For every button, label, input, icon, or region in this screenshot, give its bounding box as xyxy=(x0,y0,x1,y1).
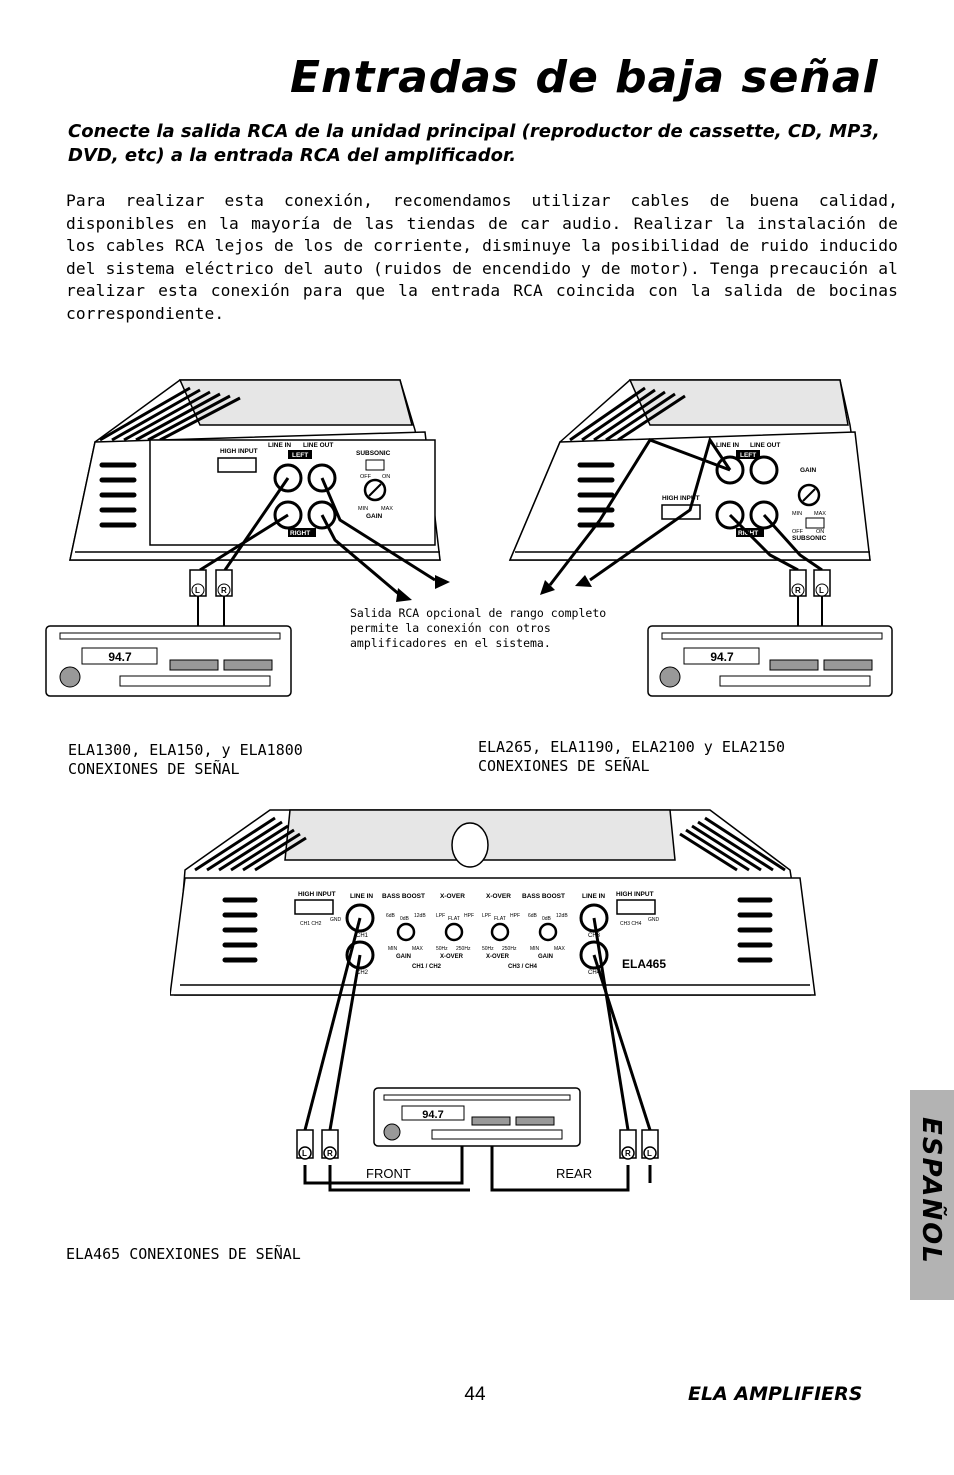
svg-text:R: R xyxy=(795,586,801,595)
front-label: FRONT xyxy=(366,1166,411,1181)
svg-text:MIN: MIN xyxy=(792,511,803,517)
svg-text:ON: ON xyxy=(816,529,825,535)
diagram-right xyxy=(500,370,900,710)
footer-brand: ELA AMPLIFIERS xyxy=(688,1383,863,1405)
svg-text:MAX: MAX xyxy=(814,511,826,517)
svg-text:6dB: 6dB xyxy=(386,913,395,919)
svg-text:50Hz: 50Hz xyxy=(482,946,494,952)
caption-right-2: CONEXIONES DE SEÑAL xyxy=(478,757,650,775)
svg-text:L: L xyxy=(302,1149,307,1158)
svg-text:HPF: HPF xyxy=(510,913,520,919)
svg-text:12dB: 12dB xyxy=(556,913,568,919)
model-label: ELA465 xyxy=(622,957,667,971)
svg-text:ON: ON xyxy=(382,474,391,480)
svg-text:R: R xyxy=(327,1149,333,1158)
radio-display: 94.7 xyxy=(422,1109,444,1121)
svg-text:GND: GND xyxy=(648,917,660,923)
svg-text:LINE IN: LINE IN xyxy=(716,442,740,449)
body-text: Para realizar esta conexión, recomendamos utilizar cables de buena calidad, disponibles en la mayoría de las tiendas de car audio. Realizar la instalación de los cables RCA lejos de los de corriente, disminuye la posibilidad de ruido inducido del sistema eléctrico del auto (ruidos de encendido y de motor). Tenga precaución al realizar esta conexión para que la entrada RCA coincida con la salida de bocinas correspondiente. xyxy=(66,191,898,323)
svg-text:HIGH INPUT: HIGH INPUT xyxy=(662,495,700,502)
svg-text:GAIN: GAIN xyxy=(800,467,817,474)
caption-right-1: ELA265, ELA1190, ELA2100 y ELA2150 xyxy=(478,738,786,756)
svg-text:CH1 / CH2: CH1 / CH2 xyxy=(412,964,442,970)
svg-text:MIN: MIN xyxy=(388,946,398,952)
svg-text:L: L xyxy=(819,586,824,595)
language-tab xyxy=(910,1090,954,1300)
svg-text:6dB: 6dB xyxy=(528,913,537,919)
label-gain: GAIN xyxy=(366,513,383,520)
svg-text:250Hz: 250Hz xyxy=(456,946,471,952)
caption-left-1: ELA1300, ELA150, y ELA1800 xyxy=(68,741,303,759)
label-left: LEFT xyxy=(292,452,309,459)
language-tab-label: ESPAÑOL xyxy=(916,1117,946,1265)
svg-text:OFF: OFF xyxy=(792,529,803,535)
svg-text:HIGH INPUT: HIGH INPUT xyxy=(298,891,336,898)
svg-text:LEFT: LEFT xyxy=(740,452,757,459)
svg-text:GAIN: GAIN xyxy=(538,954,553,960)
svg-text:LINE IN: LINE IN xyxy=(350,893,374,900)
svg-text:CH3 CH4: CH3 CH4 xyxy=(620,921,642,927)
radio-display: 94.7 xyxy=(108,650,132,664)
svg-text:RIGHT: RIGHT xyxy=(738,530,759,537)
svg-text:SUBSONIC: SUBSONIC xyxy=(792,535,827,542)
svg-text:CH1 CH2: CH1 CH2 xyxy=(300,921,322,927)
caption-bottom: ELA465 CONEXIONES DE SEÑAL xyxy=(66,1245,301,1263)
svg-text:CH3: CH3 xyxy=(588,933,601,939)
svg-text:BASS BOOST: BASS BOOST xyxy=(522,893,565,900)
label-right: RIGHT xyxy=(290,530,311,537)
intro-text: Conecte la salida RCA de la unidad principal (reproductor de cassette, CD, MP3, DVD, etc) a la entrada RCA del amplificador. xyxy=(68,121,880,166)
label-line-out: LINE OUT xyxy=(303,442,334,449)
svg-text:FLAT: FLAT xyxy=(448,916,460,922)
svg-text:LINE OUT: LINE OUT xyxy=(750,442,781,449)
svg-text:MIN: MIN xyxy=(358,506,369,512)
svg-text:0dB: 0dB xyxy=(400,916,409,922)
svg-text:MAX: MAX xyxy=(381,506,393,512)
svg-text:CH4: CH4 xyxy=(588,970,601,976)
label-subsonic: SUBSONIC xyxy=(356,450,391,457)
svg-text:X-OVER: X-OVER xyxy=(486,954,510,960)
svg-text:X-OVER: X-OVER xyxy=(440,954,464,960)
svg-text:L: L xyxy=(647,1149,652,1158)
svg-text:CH3 / CH4: CH3 / CH4 xyxy=(508,964,538,970)
svg-text:FLAT: FLAT xyxy=(494,916,506,922)
rca-note: Salida RCA opcional de rango completo permite la conexión con otros amplificadores en el sistema. xyxy=(350,606,607,650)
svg-text:CH1: CH1 xyxy=(356,933,369,939)
svg-text:MAX: MAX xyxy=(554,946,565,952)
svg-text:GND: GND xyxy=(330,917,342,923)
svg-text:LINE IN: LINE IN xyxy=(582,893,606,900)
svg-text:12dB: 12dB xyxy=(414,913,426,919)
svg-text:R: R xyxy=(221,586,227,595)
svg-text:CH2: CH2 xyxy=(356,970,369,976)
svg-text:GAIN: GAIN xyxy=(396,954,411,960)
svg-text:L: L xyxy=(195,586,200,595)
caption-left-2: CONEXIONES DE SEÑAL xyxy=(68,760,240,778)
svg-text:OFF: OFF xyxy=(360,474,371,480)
page-number: 44 xyxy=(464,1384,486,1405)
svg-text:LPF: LPF xyxy=(436,913,446,919)
diagram-left xyxy=(40,370,460,710)
svg-text:HIGH INPUT: HIGH INPUT xyxy=(616,891,654,898)
svg-text:X-OVER: X-OVER xyxy=(486,893,511,900)
svg-text:LPF: LPF xyxy=(482,913,492,919)
diagram-bottom xyxy=(170,800,820,1210)
svg-text:250Hz: 250Hz xyxy=(502,946,517,952)
label-line-in: LINE IN xyxy=(268,442,292,449)
radio-display: 94.7 xyxy=(710,650,734,664)
svg-text:50Hz: 50Hz xyxy=(436,946,448,952)
svg-text:MIN: MIN xyxy=(530,946,540,952)
rear-label: REAR xyxy=(556,1166,593,1181)
label-high-input: HIGH INPUT xyxy=(220,448,258,455)
svg-text:BASS BOOST: BASS BOOST xyxy=(382,893,425,900)
svg-text:X-OVER: X-OVER xyxy=(440,893,465,900)
svg-text:MAX: MAX xyxy=(412,946,423,952)
svg-text:HPF: HPF xyxy=(464,913,474,919)
svg-text:R: R xyxy=(625,1149,631,1158)
svg-text:0dB: 0dB xyxy=(542,916,551,922)
page-title: Entradas de baja señal xyxy=(290,52,879,103)
